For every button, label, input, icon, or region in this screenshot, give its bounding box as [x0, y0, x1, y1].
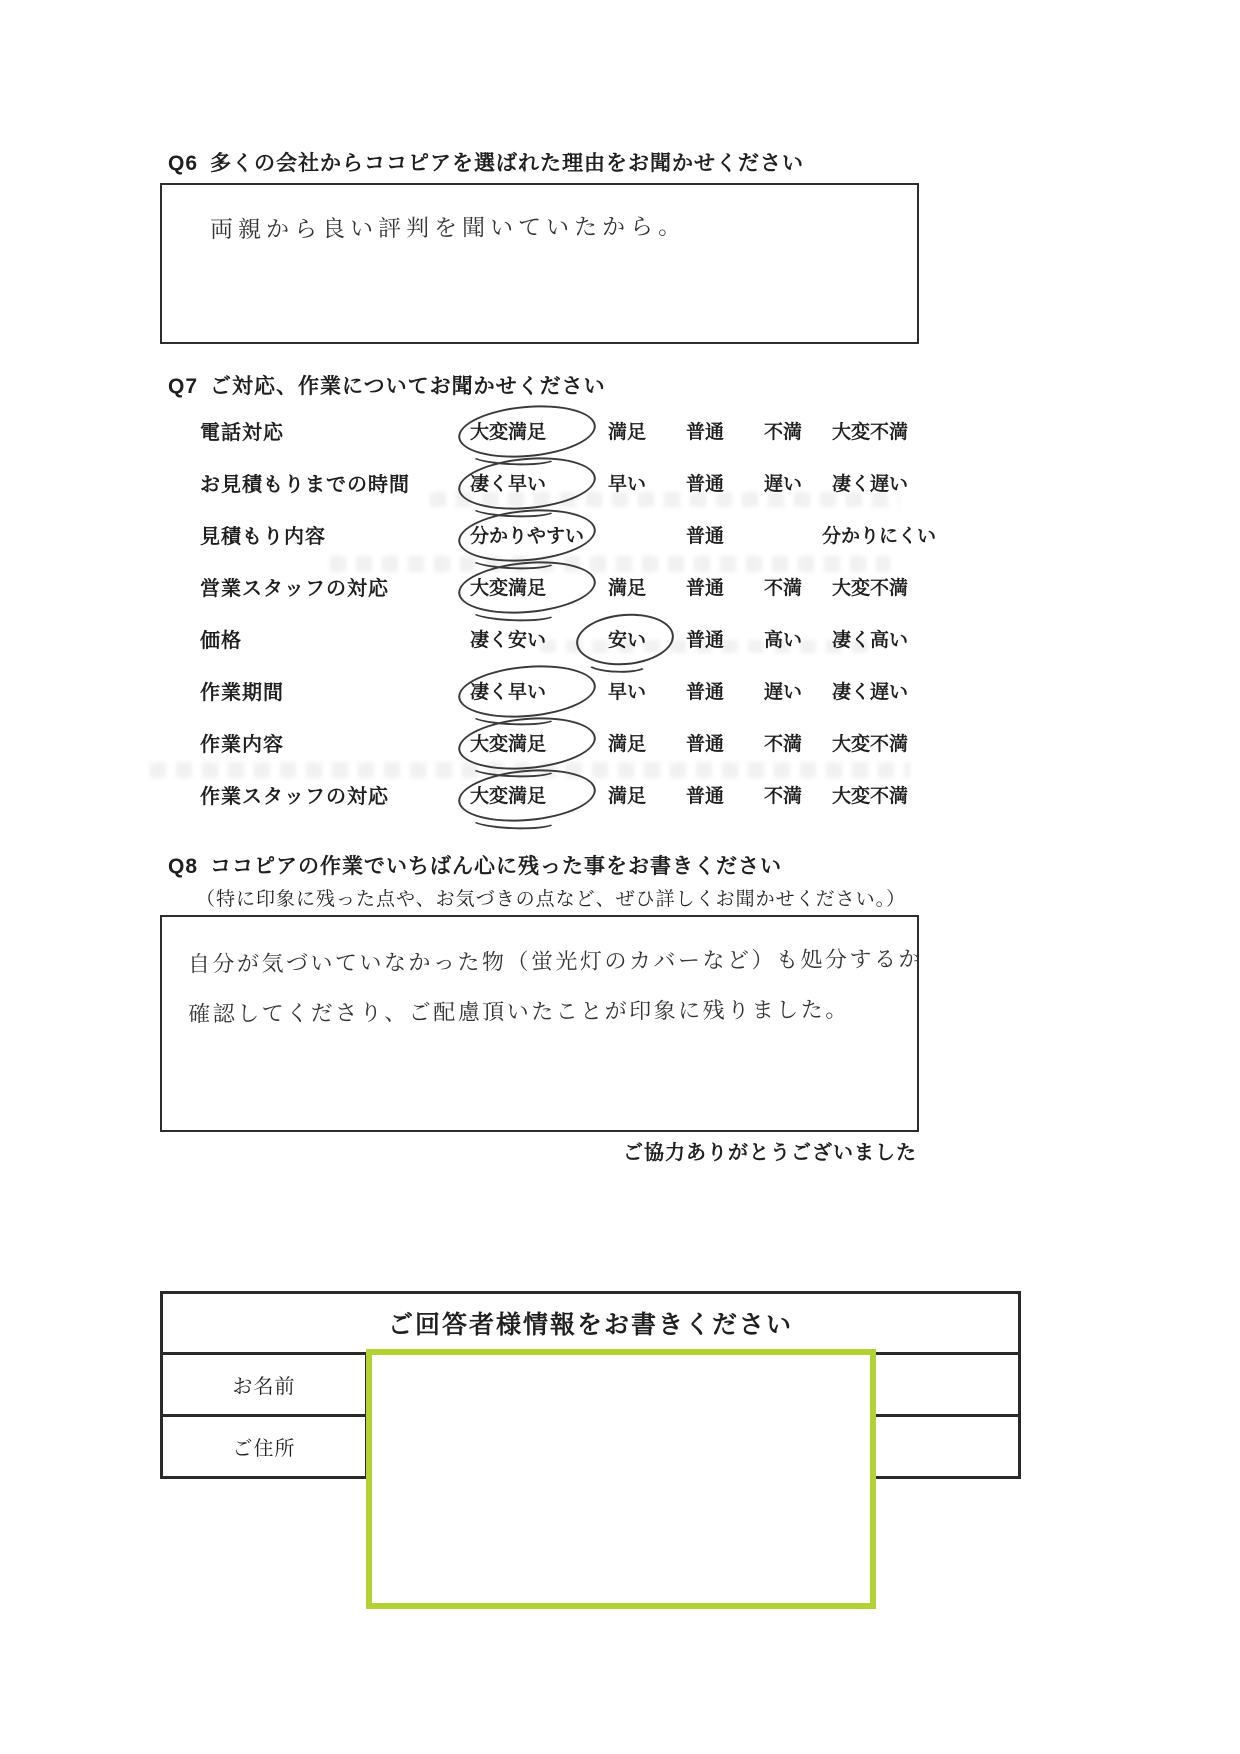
- q7-row: [200, 612, 940, 664]
- q7-option-label: 遅い: [763, 681, 802, 703]
- q7-option-label: 大変満足: [470, 785, 547, 807]
- q7-option-label: 大変不満: [831, 733, 908, 755]
- q7-option: [822, 417, 918, 444]
- q7-option-label: 不満: [763, 577, 802, 599]
- q7-option: [666, 521, 744, 548]
- q7-row-label: 営業スタッフの対応: [200, 577, 389, 600]
- q7-option-label: 凄く高い: [831, 629, 908, 651]
- q8-title: ココピアの作業でいちばん心に残った事をお書きください: [210, 855, 783, 878]
- q7-option: [744, 729, 822, 756]
- q7-option-label: 不満: [763, 785, 802, 807]
- q7-option-group: [470, 677, 918, 704]
- privacy-mask-box: [366, 1349, 876, 1609]
- q7-option: [470, 573, 588, 600]
- q8-note: （特に印象に残った点や、お気づきの点など、ぜひ詳しくお聞かせください。）: [196, 889, 907, 910]
- q7-row-label: 作業期間: [200, 681, 284, 704]
- q7-option-label: 早い: [607, 681, 646, 703]
- q8-heading: [168, 850, 782, 880]
- q7-row: [200, 768, 940, 820]
- q7-row: [200, 716, 940, 768]
- q7-option: [822, 729, 918, 756]
- q7-option: [588, 729, 666, 756]
- q7-option: [822, 573, 918, 600]
- q8-handwritten-line-1: 自分が気づいていなかった物（蛍光灯のカバーなど）も処分するか: [187, 946, 923, 977]
- q7-option-label: 普通: [685, 525, 724, 547]
- q7-option: [588, 677, 666, 704]
- q7-row: [200, 560, 940, 612]
- q7-option-group: [470, 729, 918, 756]
- respondent-table-title: ご回答者様情報をお書きください: [163, 1294, 1018, 1355]
- closing-thanks-text: ご協力ありがとうございました: [623, 1142, 917, 1164]
- q7-option-label: 分かりやすい: [470, 525, 585, 547]
- q7-option: [588, 573, 666, 600]
- q7-row: [200, 664, 940, 716]
- q6-number: Q6: [168, 152, 199, 175]
- q8-answer-box: [160, 915, 923, 1132]
- q7-option-group: [470, 625, 918, 652]
- q7-option-group: [470, 521, 937, 548]
- q7-option: [744, 573, 822, 600]
- q7-option: [666, 417, 744, 444]
- q7-option-label: 普通: [685, 421, 724, 443]
- q7-option-group: [470, 781, 918, 808]
- q7-option-label: 凄く遅い: [831, 681, 908, 703]
- respondent-row-label: ご住所: [163, 1417, 368, 1476]
- q7-option-label: 高い: [763, 629, 802, 651]
- q6-heading: [168, 147, 804, 177]
- q7-option: [470, 625, 588, 652]
- q7-option-label: 普通: [685, 733, 724, 755]
- q7-row: [200, 456, 940, 508]
- q7-option: [822, 781, 918, 808]
- q7-option-label: 満足: [607, 733, 646, 755]
- q7-option: [744, 469, 822, 496]
- q7-option-label: 満足: [607, 421, 646, 443]
- q7-option-label: 遅い: [763, 473, 802, 495]
- q7-row-label: お見積もりまでの時間: [200, 473, 410, 496]
- q7-row-label: 作業スタッフの対応: [200, 785, 389, 808]
- q7-option-label: 凄く遅い: [831, 473, 908, 495]
- q7-option-label: 大変満足: [470, 421, 547, 443]
- q7-option: [822, 469, 918, 496]
- q7-option-label: 分かりにくい: [822, 525, 937, 547]
- q7-option-label: 大変満足: [470, 733, 547, 755]
- q7-option-label: 大変不満: [831, 421, 908, 443]
- q7-option: [822, 521, 937, 548]
- q7-row: [200, 508, 940, 560]
- q7-option-label: 普通: [685, 577, 724, 599]
- q7-option: [588, 625, 666, 652]
- q7-option-label: 普通: [685, 473, 724, 495]
- q7-option: [470, 469, 588, 496]
- q7-option: [666, 781, 744, 808]
- q7-number: Q7: [168, 375, 199, 398]
- q7-option-label: 凄く早い: [470, 473, 547, 495]
- q6-handwritten-answer: 両親から良い評判を聞いていたから。: [210, 212, 687, 243]
- q7-option-group: [470, 573, 918, 600]
- q7-option-label: 不満: [763, 733, 802, 755]
- q7-option: [588, 469, 666, 496]
- q7-row-label: 見積もり内容: [200, 525, 326, 548]
- q7-option-label: 普通: [685, 681, 724, 703]
- q7-option: [470, 417, 588, 444]
- q7-option: [470, 781, 588, 808]
- q6-answer-box: [160, 183, 919, 344]
- q7-option-label: 普通: [685, 785, 724, 807]
- q7-row-label: 価格: [200, 629, 242, 652]
- q7-option: [666, 573, 744, 600]
- q7-option: [744, 417, 822, 444]
- q7-option-label: 大変不満: [831, 577, 908, 599]
- q7-option-label: 早い: [607, 473, 646, 495]
- q8-handwritten-line-2: 確認してくださり、ご配慮頂いたことが印象に残りました。: [188, 996, 850, 1027]
- q7-option: [666, 625, 744, 652]
- q7-option-label: 大変不満: [831, 785, 908, 807]
- q8-number: Q8: [168, 855, 199, 878]
- q7-option: [588, 781, 666, 808]
- q7-row-label: 電話対応: [200, 421, 284, 444]
- q7-option: [470, 729, 588, 756]
- q7-option-label: 安い: [607, 629, 646, 651]
- q7-row: [200, 404, 940, 456]
- q7-option: [822, 625, 918, 652]
- q7-option: [666, 729, 744, 756]
- q7-option: [822, 677, 918, 704]
- q7-heading: [168, 370, 606, 400]
- q7-option: [666, 677, 744, 704]
- respondent-row-label: お名前: [163, 1355, 368, 1414]
- q7-option-label: 凄く早い: [470, 681, 547, 703]
- q7-option: [470, 677, 588, 704]
- q7-option: [666, 469, 744, 496]
- q7-option: [744, 781, 822, 808]
- q7-option-label: 満足: [607, 577, 646, 599]
- q7-option: [744, 625, 822, 652]
- q7-option-group: [470, 469, 918, 496]
- q7-option-label: 普通: [685, 629, 724, 651]
- q7-option-group: [470, 417, 918, 444]
- q7-option-label: 満足: [607, 785, 646, 807]
- q7-rating-matrix: [200, 404, 940, 820]
- q7-option: [470, 521, 588, 548]
- q7-option: [744, 677, 822, 704]
- q6-title: 多くの会社からココピアを選ばれた理由をお聞かせください: [210, 152, 805, 175]
- q7-option: [588, 417, 666, 444]
- q7-title: ご対応、作業についてお聞かせください: [210, 375, 606, 398]
- q7-option-label: 大変満足: [470, 577, 547, 599]
- q7-option-label: 凄く安い: [470, 629, 547, 651]
- q7-option-label: 不満: [763, 421, 802, 443]
- q7-row-label: 作業内容: [200, 733, 284, 756]
